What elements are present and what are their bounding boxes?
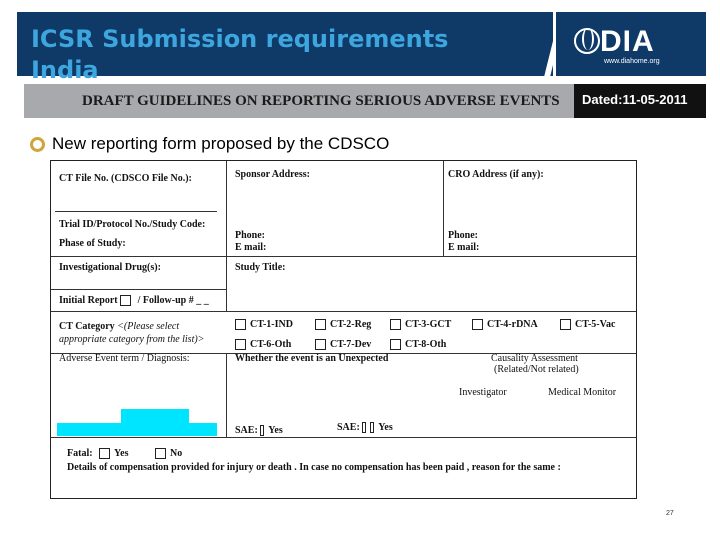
yes-label: Yes	[378, 422, 393, 433]
banner-date: Dated:11-05-2011	[582, 92, 688, 107]
sae-field	[337, 422, 393, 433]
category-option	[472, 319, 538, 330]
logo-url: www.diahome.org	[604, 58, 660, 65]
fatal-no-label: No	[170, 448, 183, 459]
category-label: CT-5-Vac	[575, 319, 616, 330]
checkbox-icon	[472, 319, 483, 330]
cro-phone-label: Phone:	[448, 230, 478, 241]
form-divider	[226, 161, 227, 256]
category-label: CT-3-GCT	[405, 319, 452, 330]
investigational-drug-label: Investigational Drug(s):	[59, 262, 161, 273]
checkbox-icon	[315, 319, 326, 330]
category-label: CT-2-Reg	[330, 319, 372, 330]
form-divider	[55, 211, 217, 212]
form-divider	[226, 353, 227, 437]
fatal-label: Fatal:	[67, 448, 93, 459]
checkbox-icon	[155, 448, 166, 459]
checkbox-icon	[99, 448, 110, 459]
checkbox-icon	[390, 339, 401, 350]
compensation-label: Details of compensation provided for injury or death . In case no compensation has been paid , reason for the same :	[67, 462, 561, 473]
investigator-label: Investigator	[459, 387, 507, 398]
form-divider	[226, 256, 227, 311]
page-number: 27	[666, 510, 674, 517]
yes-label: Yes	[268, 425, 283, 436]
cro-email-label: E mail:	[448, 242, 480, 253]
highlight-block	[57, 423, 217, 436]
medical-monitor-label: Medical Monitor	[548, 387, 617, 398]
category-option	[560, 319, 615, 330]
category-option	[235, 339, 291, 350]
checkbox-icon	[362, 422, 366, 433]
logo-text: DIA	[600, 25, 655, 58]
checkbox-icon	[390, 319, 401, 330]
title-bar	[17, 12, 553, 84]
category-option	[315, 339, 371, 350]
slide-header	[0, 0, 720, 84]
cro-address-label: CRO Address (if any):	[448, 169, 544, 180]
sae-label: SAE:	[337, 422, 360, 433]
bullet-icon	[30, 137, 45, 152]
reporting-form-image	[50, 160, 637, 499]
banner-title: DRAFT GUIDELINES ON REPORTING SERIOUS ADVERSE EVENTS	[82, 93, 560, 109]
sae-label: SAE:	[235, 425, 258, 436]
category-label: CT-1-IND	[250, 319, 293, 330]
trial-id-label: Trial ID/Protocol No./Study Code:	[59, 219, 206, 230]
ct-category-hint: <(Please select	[117, 321, 180, 332]
ct-file-label: CT File No. (CDSCO File No.):	[59, 173, 192, 184]
form-divider	[51, 256, 636, 257]
adverse-event-label: Adverse Event term / Diagnosis:	[59, 353, 190, 364]
ct-category-field	[59, 321, 179, 332]
form-divider	[443, 161, 444, 256]
category-label: CT-6-Oth	[250, 339, 292, 350]
category-label: CT-4-rDNA	[487, 319, 538, 330]
checkbox-icon	[235, 339, 246, 350]
category-option	[315, 319, 371, 330]
ct-category-hint2: appropriate category from the list)>	[59, 334, 205, 345]
ct-category-label: CT Category	[59, 321, 115, 332]
phase-label: Phase of Study:	[59, 238, 126, 249]
causality-label: Causality Assessment	[491, 353, 578, 364]
checkbox-icon	[260, 425, 264, 436]
checkbox-icon	[235, 319, 246, 330]
fatal-yes-label: Yes	[114, 448, 129, 459]
report-type-field	[59, 295, 209, 306]
sae-field	[235, 425, 283, 436]
form-divider	[51, 289, 226, 290]
unexpected-label: Whether the event is an Unexpected	[235, 353, 389, 364]
category-option	[390, 339, 446, 350]
sponsor-phone-label: Phone:	[235, 230, 265, 241]
slide-title: ICSR Submission requirements	[31, 25, 449, 53]
checkbox-icon	[370, 422, 374, 433]
study-title-label: Study Title:	[235, 262, 286, 273]
slide-subtitle: India	[31, 56, 99, 84]
category-option	[235, 319, 293, 330]
category-option	[390, 319, 451, 330]
form-divider	[51, 311, 636, 312]
initial-report-label: Initial Report	[59, 295, 118, 306]
category-label: CT-8-Oth	[405, 339, 447, 350]
banner-date-box	[574, 84, 706, 118]
checkbox-icon	[560, 319, 571, 330]
checkbox-icon	[315, 339, 326, 350]
checkbox-icon	[120, 295, 131, 306]
fatal-field	[67, 448, 182, 459]
bullet-text: New reporting form proposed by the CDSCO	[52, 134, 390, 153]
globe-icon	[574, 28, 600, 54]
highlight-block	[121, 409, 189, 423]
guidelines-banner	[24, 84, 706, 118]
sponsor-address-label: Sponsor Address:	[235, 169, 310, 180]
category-label: CT-7-Dev	[330, 339, 372, 350]
follow-up-label: / Follow-up # _ _	[137, 295, 209, 306]
causality-sub-label: (Related/Not related)	[494, 364, 579, 375]
sponsor-email-label: E mail:	[235, 242, 267, 253]
form-divider	[51, 437, 636, 438]
